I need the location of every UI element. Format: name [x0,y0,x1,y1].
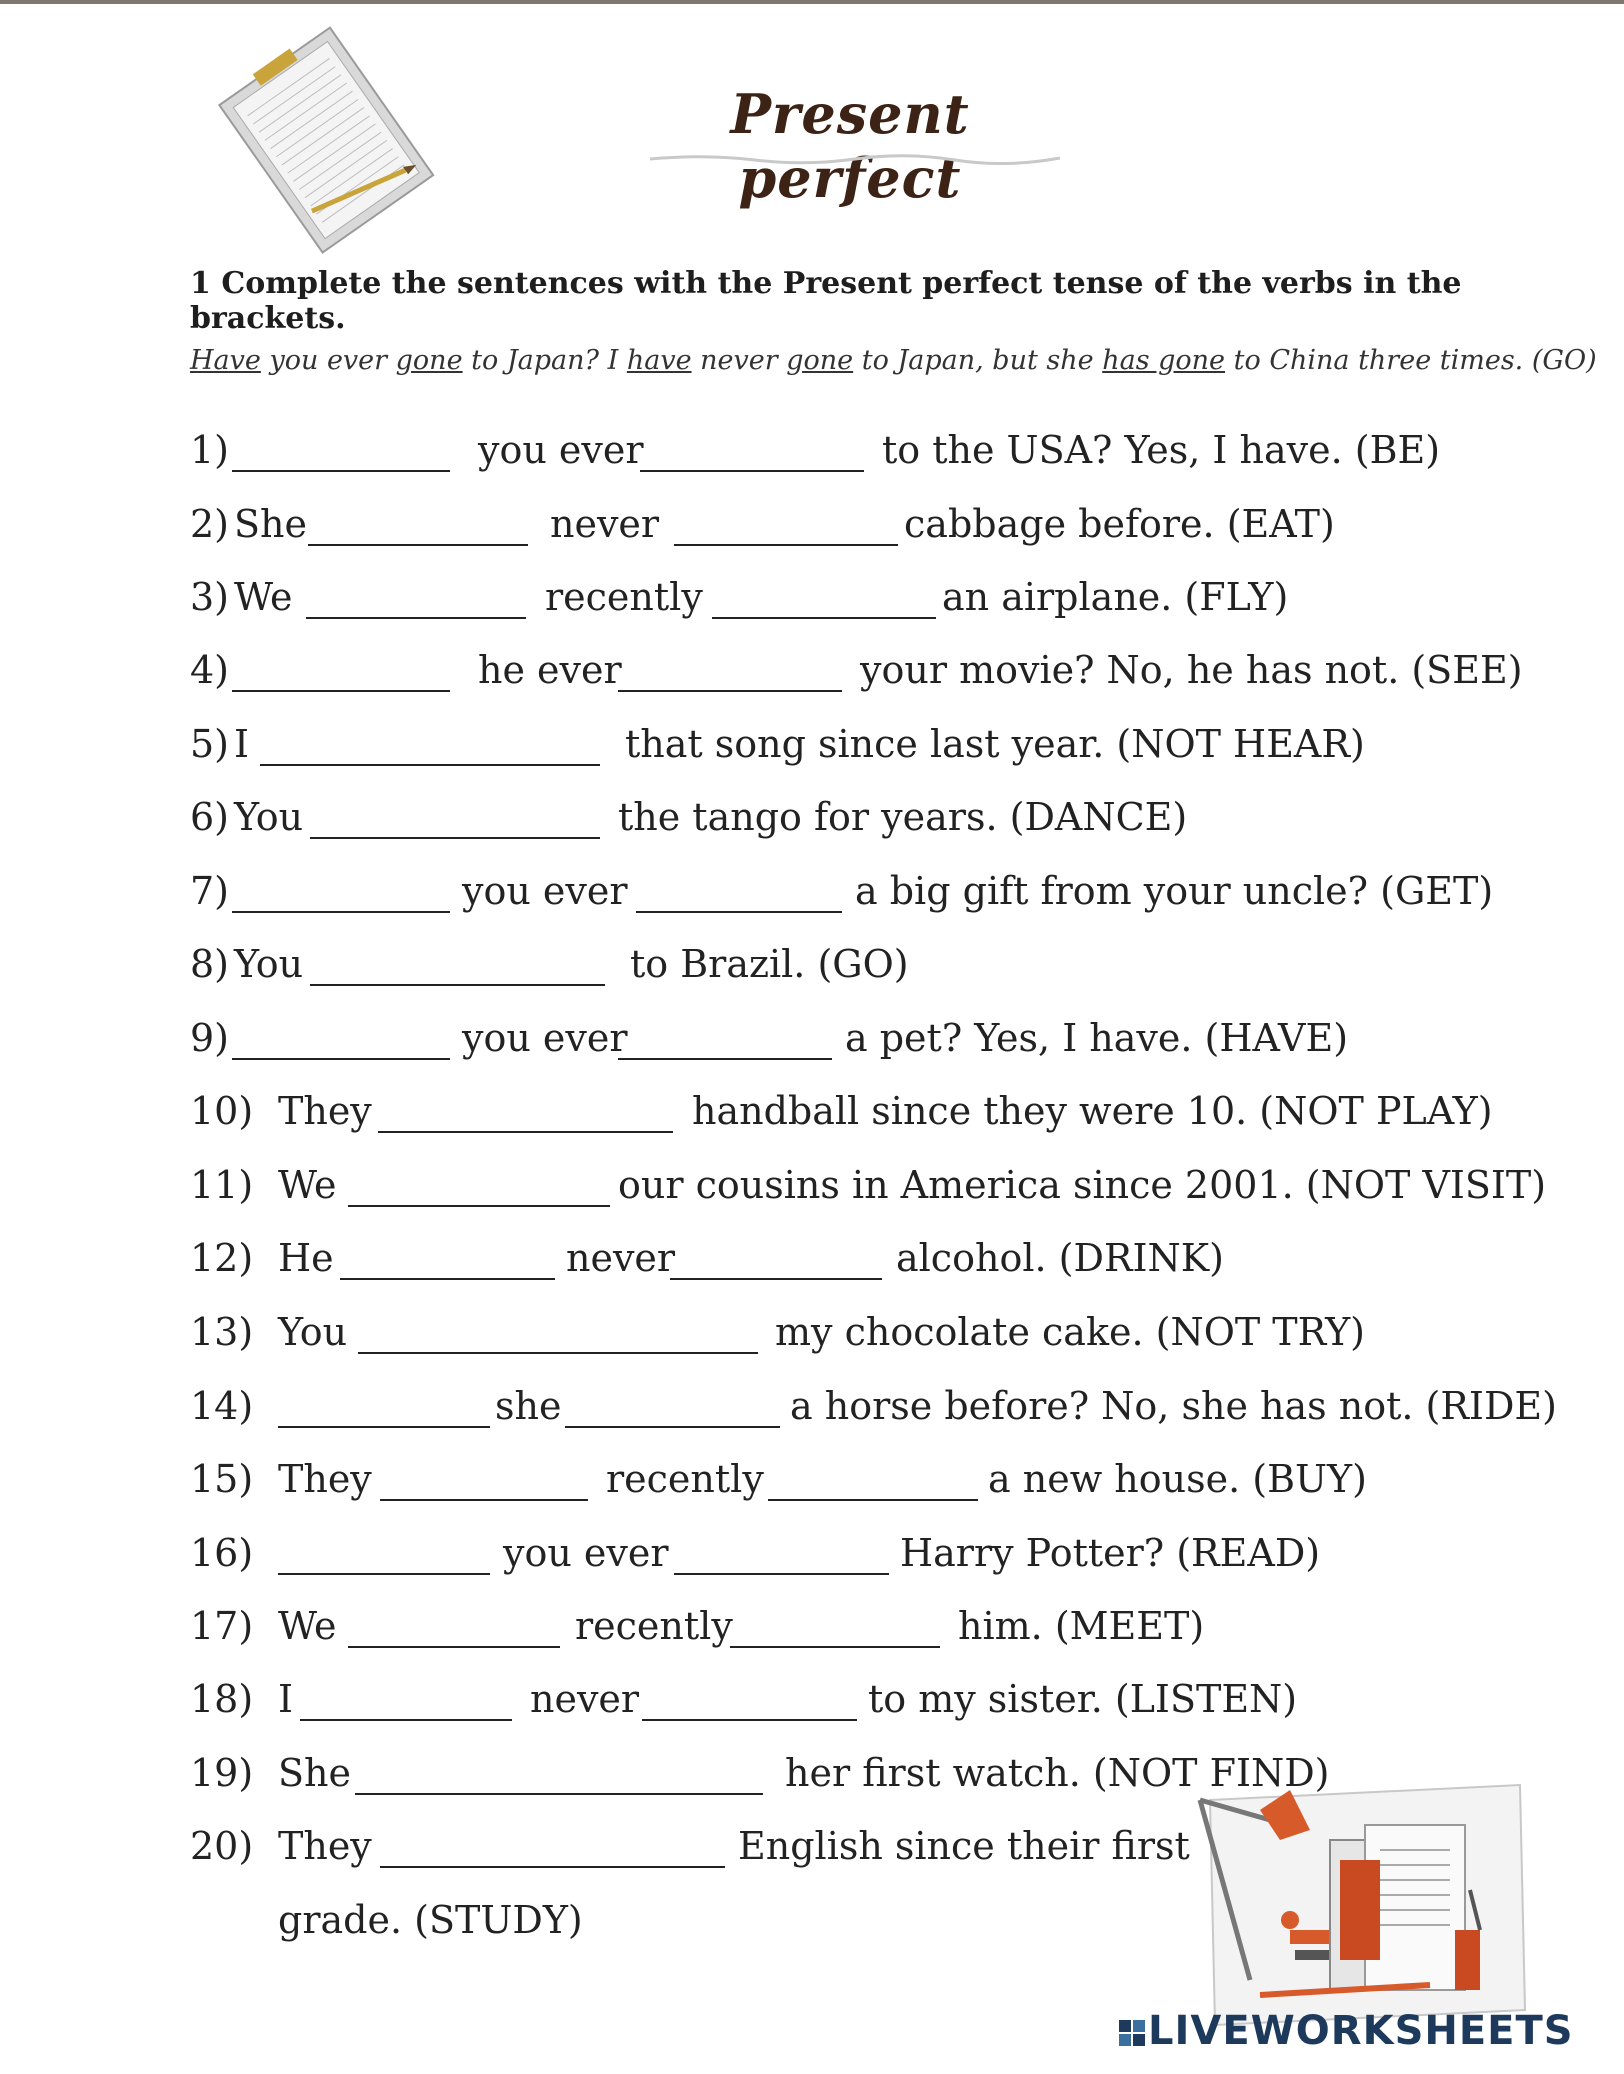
exercise-12 [190,1236,1390,1296]
exercise-13 [190,1310,1390,1370]
exercise-text: a horse before? No, she has not. (RIDE) [790,1384,1557,1428]
exercise-number: 1) [190,428,230,472]
exercise-text: my chocolate cake. (NOT TRY) [775,1310,1365,1354]
exercise-text: She [234,502,307,546]
exercise-text: They [278,1089,372,1133]
exercise-text: He [278,1236,334,1280]
clipboard-illustration [205,20,450,265]
answer-blank[interactable] [260,764,600,766]
exercise-number: 12) [190,1236,254,1280]
answer-blank[interactable] [310,837,600,839]
brand-label: LIVEWORKSHEETS [1148,2008,1574,2054]
exercise-number: 5) [190,722,230,766]
answer-blank[interactable] [300,1719,512,1721]
exercise-5 [190,722,1390,782]
answer-blank[interactable] [232,911,450,913]
exercise-text: You [278,1310,348,1354]
exercise-text: grade. (STUDY) [278,1898,583,1942]
answer-blank[interactable] [278,1426,490,1428]
exercise-text: You [234,942,304,986]
exercise-text: to my sister. (LISTEN) [868,1677,1298,1721]
exercise-text: that song since last year. (NOT HEAR) [625,722,1365,766]
exercise-text: She [278,1751,351,1795]
example-part: has gone [1102,345,1226,376]
exercise-text: I [234,722,250,766]
exercise-text: English since their first [738,1824,1190,1868]
exercise-18 [190,1677,1390,1737]
exercise-text: never [566,1236,676,1280]
exercise-7 [190,869,1494,929]
exercise-text: she [495,1384,562,1428]
exercise-text: cabbage before. (EAT) [904,502,1335,546]
exercise-text: to the USA? Yes, I have. (BE) [882,428,1441,472]
answer-blank[interactable] [380,1866,725,1868]
exercise-16 [190,1531,1390,1591]
exercise-text: Harry Potter? (READ) [900,1531,1321,1575]
exercise-9 [190,1016,1390,1076]
exercise-text: alcohol. (DRINK) [896,1236,1225,1280]
exercise-1 [190,428,1441,488]
example-sentence [190,345,1597,376]
exercise-20-continuation [190,1898,790,1958]
exercise-number: 13) [190,1310,254,1354]
answer-blank[interactable] [310,984,605,986]
example-part: to China three times. (GO) [1225,345,1597,376]
answer-blank[interactable] [618,690,842,692]
exercise-text: never [530,1677,640,1721]
exercise-number: 16) [190,1531,254,1575]
answer-blank[interactable] [768,1499,978,1501]
answer-blank[interactable] [642,1719,857,1721]
example-part: have [626,345,692,376]
exercise-number: 6) [190,795,230,839]
exercise-text: You [234,795,304,839]
exercise-text: handball since they were 10. (NOT PLAY) [692,1089,1493,1133]
exercise-number: 9) [190,1016,230,1060]
example-part: gone [395,345,463,376]
exercise-number: 15) [190,1457,254,1501]
exercise-number: 19) [190,1751,254,1795]
desk-illustration [1190,1780,1535,2030]
example-part: you ever [260,345,396,376]
exercise-text: the tango for years. (DANCE) [618,795,1188,839]
exercise-3 [190,575,1390,635]
title-decorative-underline [645,152,1065,166]
exercise-text: They [278,1824,372,1868]
exercise-15 [190,1457,1390,1517]
exercise-number: 7) [190,869,230,913]
answer-blank[interactable] [640,470,864,472]
exercise-text: never [550,502,660,546]
exercise-text: you ever [503,1531,669,1575]
answer-blank[interactable] [674,1573,889,1575]
example-part: to Japan? I [462,345,627,376]
exercise-11 [190,1163,1547,1223]
exercise-14 [190,1384,1557,1444]
instruction-heading: 1 Complete the sentences with the Present perfect tense of the verbs in the brackets. [190,266,1462,336]
answer-blank[interactable] [355,1793,763,1795]
exercise-number: 10) [190,1089,254,1133]
answer-blank[interactable] [348,1205,610,1207]
answer-blank[interactable] [670,1278,882,1280]
answer-blank[interactable] [308,544,528,546]
exercise-number: 3) [190,575,230,619]
exercise-text: he ever [478,648,622,692]
exercise-text: They [278,1457,372,1501]
exercise-text: your movie? No, he has not. (SEE) [860,648,1523,692]
exercise-number: 2) [190,502,230,546]
exercise-6 [190,795,1390,855]
exercise-text: you ever [462,1016,628,1060]
answer-blank[interactable] [618,1058,832,1060]
answer-blank[interactable] [730,1646,940,1648]
answer-blank[interactable] [340,1278,555,1280]
answer-blank[interactable] [636,911,842,913]
example-part: gone [786,345,854,376]
exercise-4 [190,648,1523,708]
exercise-text: I [278,1677,294,1721]
page-title: Present perfect [730,82,970,210]
exercise-number: 14) [190,1384,254,1428]
exercise-text: our cousins in America since 2001. (NOT VISIT) [618,1163,1547,1207]
top-edge-strip [0,0,1624,4]
exercise-17 [190,1604,1390,1664]
exercise-2 [190,502,1390,562]
exercise-number: 18) [190,1677,254,1721]
answer-blank[interactable] [674,544,898,546]
example-part: Have [190,345,261,376]
exercise-text: recently [606,1457,764,1501]
exercise-number: 11) [190,1163,254,1207]
exercise-number: 4) [190,648,230,692]
exercise-number: 8) [190,942,230,986]
answer-blank[interactable] [306,617,526,619]
exercise-text: We [278,1604,337,1648]
exercise-number: 20) [190,1824,254,1868]
answer-blank[interactable] [232,470,450,472]
exercise-text: We [278,1163,337,1207]
liveworksheets-logo-icon [1118,2019,1146,2047]
exercise-text: you ever [478,428,644,472]
exercise-20 [190,1824,1190,1884]
exercise-text: a new house. (BUY) [988,1457,1367,1501]
exercise-10 [190,1089,1493,1149]
answer-blank[interactable] [358,1352,758,1354]
answer-blank[interactable] [348,1646,560,1648]
example-part: to Japan, but she [853,345,1103,376]
exercise-text: recently [575,1604,733,1648]
exercise-text: you ever [462,869,628,913]
exercise-text: a pet? Yes, I have. (HAVE) [845,1016,1349,1060]
exercise-text: an airplane. (FLY) [942,575,1289,619]
example-part: never [691,345,787,376]
answer-blank[interactable] [380,1499,588,1501]
answer-blank[interactable] [278,1573,490,1575]
exercise-text: We [234,575,293,619]
answer-blank[interactable] [378,1131,673,1133]
answer-blank[interactable] [712,617,936,619]
exercise-8 [190,942,1390,1002]
exercise-number: 17) [190,1604,254,1648]
answer-blank[interactable] [565,1426,780,1428]
answer-blank[interactable] [232,1058,450,1060]
exercise-text: recently [545,575,703,619]
exercise-text: him. (MEET) [958,1604,1205,1648]
exercise-text: to Brazil. (GO) [630,942,909,986]
liveworksheets-brand[interactable] [1118,2008,1574,2054]
exercise-text: her first watch. (NOT FIND) [785,1751,1330,1795]
answer-blank[interactable] [232,690,450,692]
exercise-text: a big gift from your uncle? (GET) [855,869,1494,913]
